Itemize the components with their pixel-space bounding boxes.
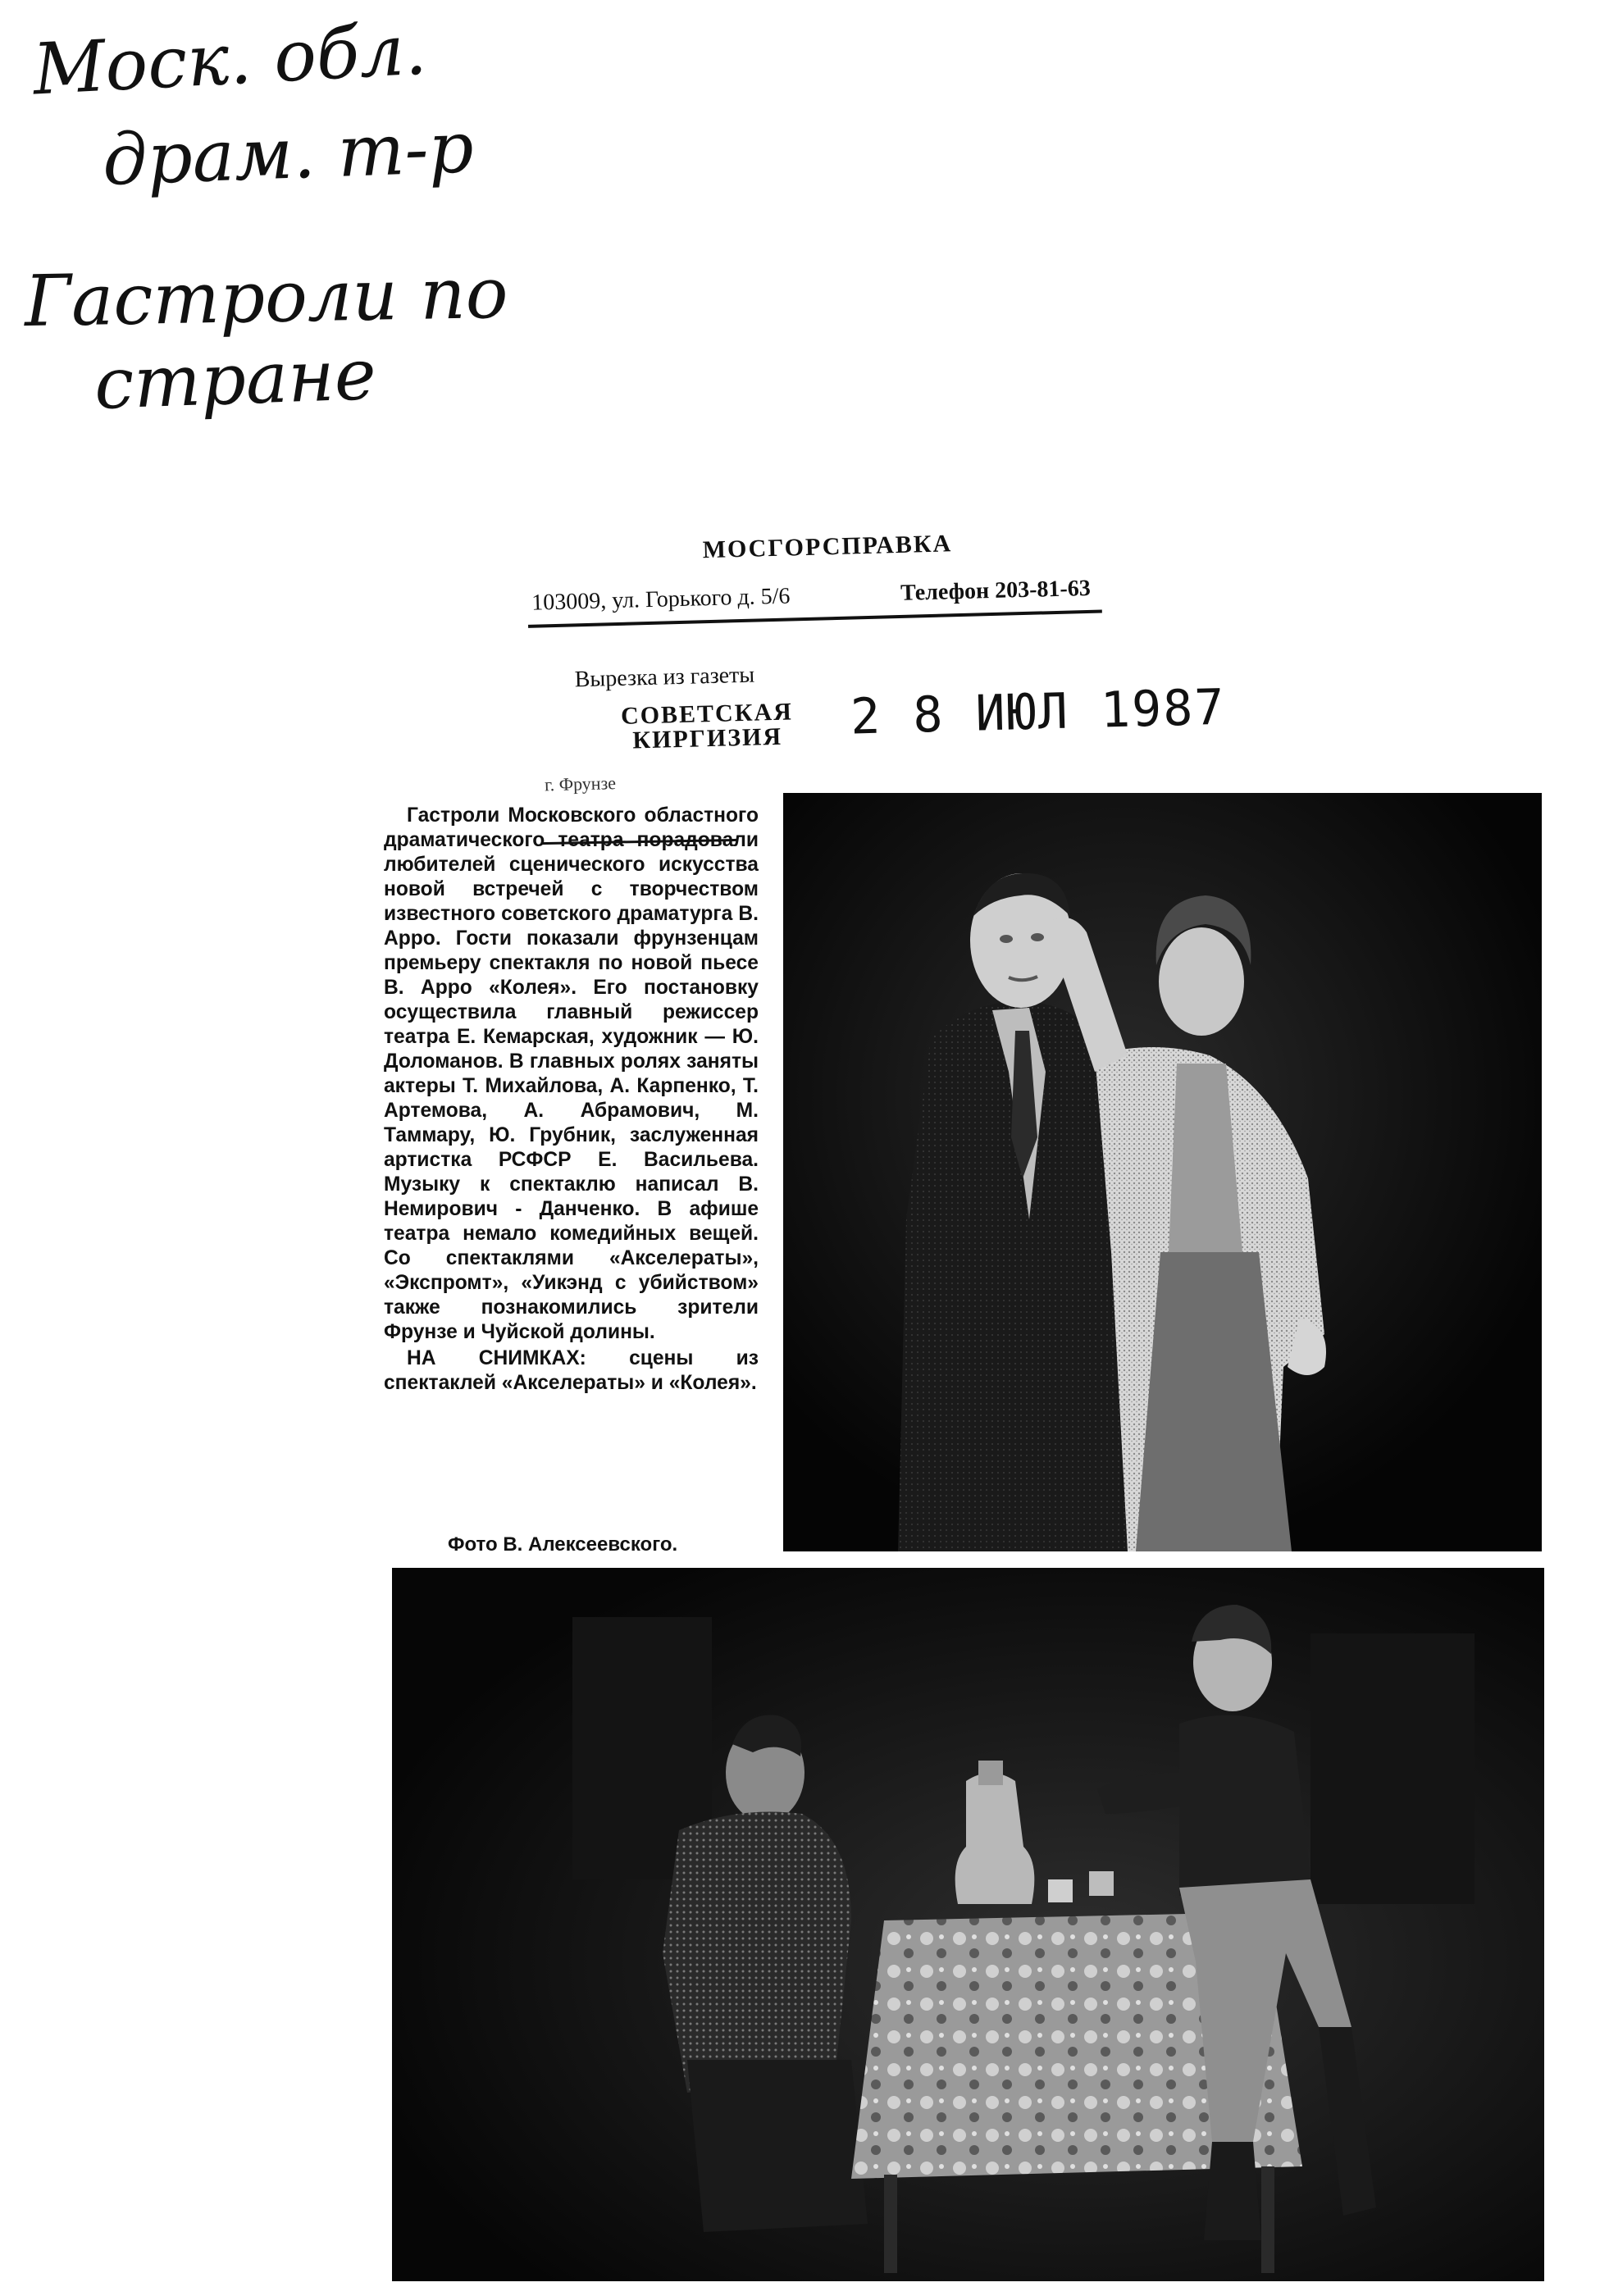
clipping-label: Вырезка из газеты <box>574 662 755 693</box>
article-captions: НА СНИМКАХ: сцены из спектаклей «Акселераты» и «Колея». <box>384 1347 759 1394</box>
photo-scene-couple <box>783 793 1542 1551</box>
newspaper-city: г. Фрунзе <box>544 772 617 795</box>
article-body: Гастроли Московского областного драматического театра порадовали любителей сценического искусства новой встречей с творчеством известного советского драматурга В. Арро. Гости показали фрунзенцам премьеру спектакля по новой пьесе В. Арро «Колея». Его постановку осуществила главный режиссер театра Е. Кемарская, художник — Ю. Доломанов. В главных ролях заняты актеры Т. Михайлова, А. Карпенко, Т. Артемова, А. Абрамович, М. Таммару, Ю. Грубник, заслуженная артистка РСФСР Е. Васильева. Музыку к спектаклю написал В. Немирович - Данченко. В афише театра немало комедийных вещей. Со спектаклями «Акселераты», «Экспромт», «Уикэнд с убийством» также познакомились зрители Фрунзе и Чуйской долины. <box>384 804 759 1343</box>
clipping-date: 2 8 ИЮЛ 1987 <box>850 678 1227 746</box>
handwritten-note-line2: драм. т-р <box>101 107 476 202</box>
press-agency-stamp <box>522 508 1227 795</box>
handwritten-note-line3: Гастроли по <box>24 252 509 344</box>
agency-address: 103009, ул. Горького д. 5/6 <box>531 583 791 616</box>
agency-address-line <box>531 575 1092 616</box>
handwritten-note-line4: стране <box>93 334 378 426</box>
agency-name: МОСГОРСПРАВКА <box>702 530 953 564</box>
photo-scene-table-image <box>392 1568 1544 2281</box>
article-text <box>384 804 759 1542</box>
newspaper-name: СОВЕТСКАЯ КИРГИЗИЯ <box>620 698 794 754</box>
photo-credit: Фото В. Алексеевского. <box>448 1533 678 1556</box>
handwritten-note-line1: Моск. обл. <box>30 8 429 112</box>
agency-phone: Телефон 203-81-63 <box>900 575 1092 606</box>
photo-scene-table <box>392 1568 1544 2281</box>
photo-scene-couple-image <box>783 793 1542 1551</box>
